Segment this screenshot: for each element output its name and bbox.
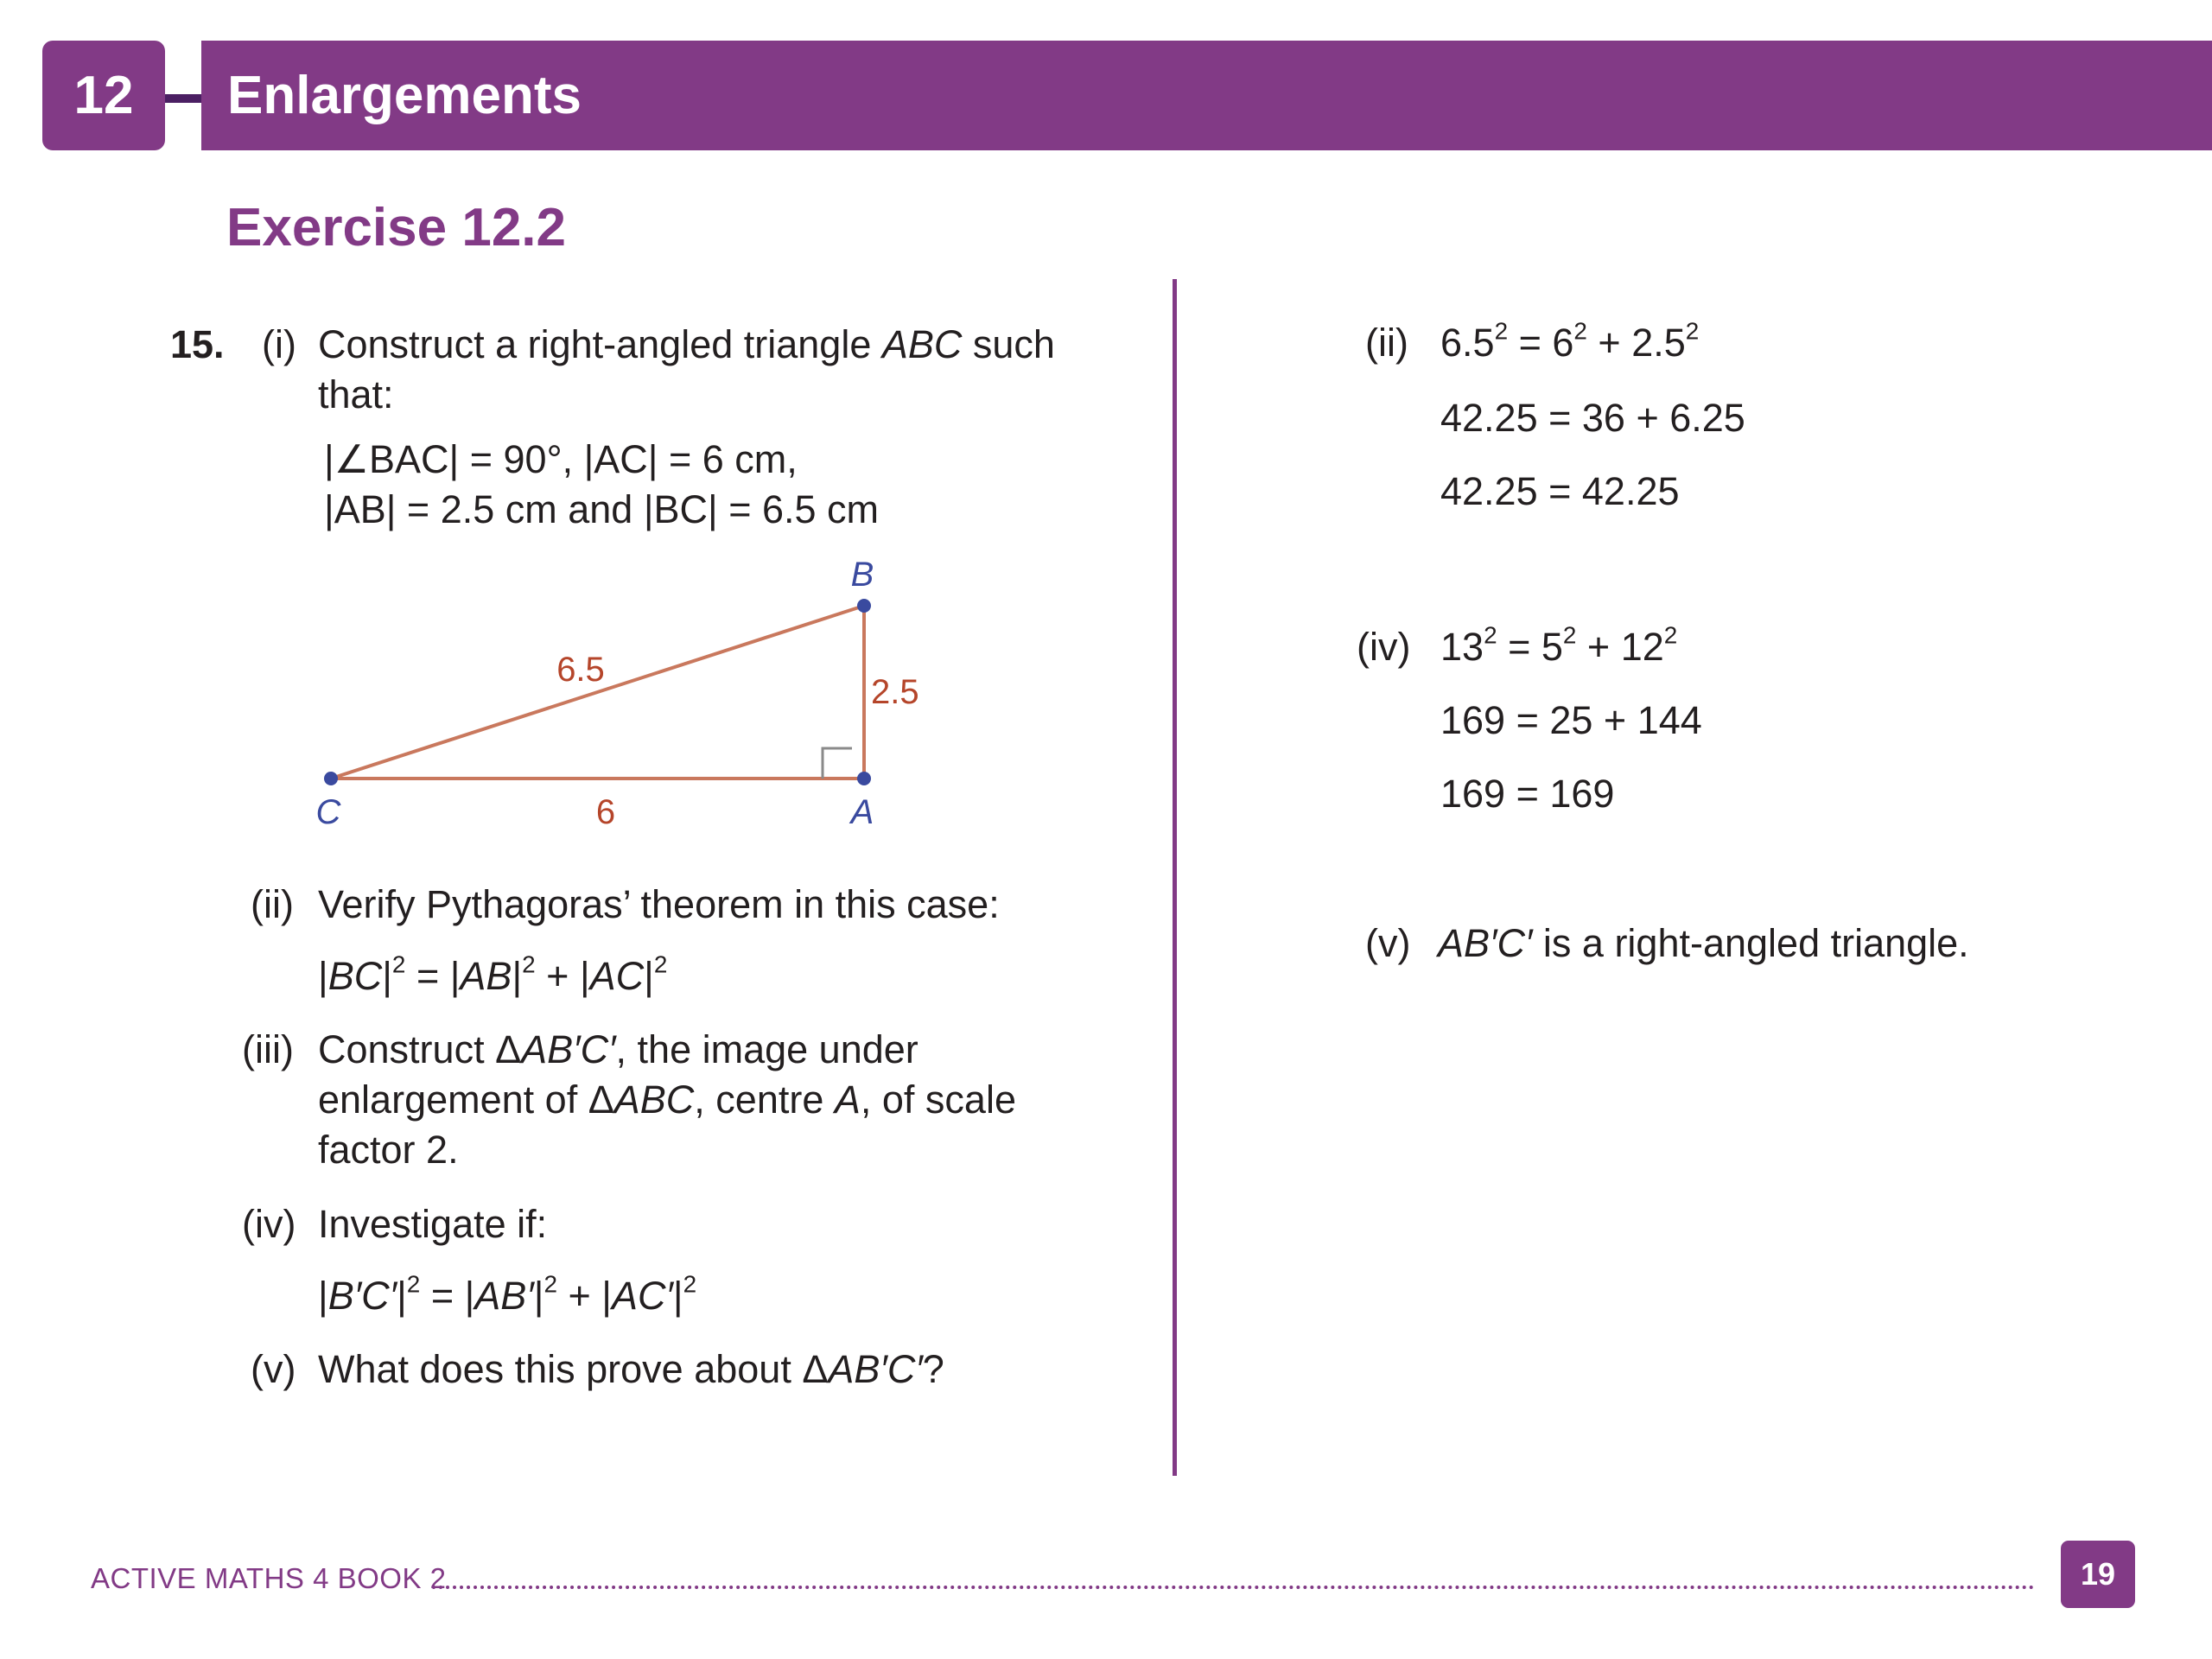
question-number: 15. xyxy=(170,322,225,366)
column-divider xyxy=(1173,279,1177,1476)
part-iii-line1: Construct ΔAB′C′, the image under xyxy=(318,1027,918,1071)
answer-v-label: (v) xyxy=(1365,921,1411,965)
vertex-b-point xyxy=(857,599,871,613)
exercise-title: Exercise 12.2 xyxy=(226,198,567,257)
answer-iv-label: (iv) xyxy=(1357,625,1411,669)
side-bc-length: 6.5 xyxy=(556,651,605,689)
right-angle-marker xyxy=(823,748,852,779)
answer-iv-line2: 169 = 25 + 144 xyxy=(1440,698,1702,742)
vertex-a-label: A xyxy=(850,793,874,831)
part-iv-text: Investigate if: xyxy=(318,1202,548,1246)
part-v-label: (v) xyxy=(251,1347,296,1391)
part-i-line2: that: xyxy=(318,372,394,416)
chapter-title-bar xyxy=(201,41,2212,150)
part-ii-equation: $|BC|^2 = |AB|^2 + |AC|^2$ xyxy=(318,950,668,998)
side-ab-length: 2.5 xyxy=(871,673,919,711)
part-i-condition-1: |∠BAC| = 90°, |AC| = 6 cm, xyxy=(324,437,798,481)
part-ii-text: Verify Pythagoras’ theorem in this case: xyxy=(318,882,1000,926)
part-i-condition-2: |AB| = 2.5 cm and |BC| = 6.5 cm xyxy=(324,487,880,531)
answer-iv-line3: 169 = 169 xyxy=(1440,772,1615,816)
vertex-c-label: C xyxy=(315,793,341,831)
chapter-number-badge xyxy=(42,41,165,150)
answer-ii-line3: 42.25 = 42.25 xyxy=(1440,469,1680,513)
part-iii-label: (iii) xyxy=(242,1027,294,1071)
part-i-label: (i) xyxy=(262,322,296,366)
vertex-b-label: B xyxy=(850,556,874,594)
vertex-a-point xyxy=(857,772,871,785)
side-ca-length: 6 xyxy=(595,793,616,831)
triangle-abc-diagram xyxy=(294,553,950,847)
footer-book-title: ACTIVE MATHS 4 BOOK 2 xyxy=(91,1562,447,1594)
chapter-number: 12 xyxy=(73,66,134,125)
answer-ii-label: (ii) xyxy=(1365,321,1408,365)
chapter-title: Enlargements xyxy=(227,66,582,125)
answer-ii-line1: $6.5^2 = 6^2 + 2.5^2$ xyxy=(1440,317,1700,365)
part-ii-label: (ii) xyxy=(251,882,294,926)
part-iii-line3: factor 2. xyxy=(318,1128,459,1172)
side-bc xyxy=(331,606,864,779)
answer-v-text: AB′C′ is a right-angled triangle. xyxy=(1438,921,1969,965)
footer-dotted-rule xyxy=(432,1586,2035,1589)
header-connector xyxy=(165,94,201,103)
part-iv-equation: $|B'C'|^2 = |AB'|^2 + |AC'|^2$ xyxy=(318,1270,697,1318)
page-number: 19 xyxy=(2080,1556,2116,1592)
answer-ii-line2: 42.25 = 36 + 6.25 xyxy=(1440,396,1745,440)
part-iv-label: (iv) xyxy=(242,1202,296,1246)
part-iii-line2: enlargement of ΔABC, centre A, of scale xyxy=(318,1077,1016,1122)
part-i-line1: Construct a right-angled triangle ABC such xyxy=(318,322,1055,366)
answer-iv-line1: $13^2 = 5^2 + 12^2$ xyxy=(1440,621,1678,669)
page-number-badge xyxy=(2061,1541,2135,1608)
part-v-text: What does this prove about ΔAB′C′? xyxy=(318,1347,944,1391)
vertex-c-point xyxy=(324,772,338,785)
